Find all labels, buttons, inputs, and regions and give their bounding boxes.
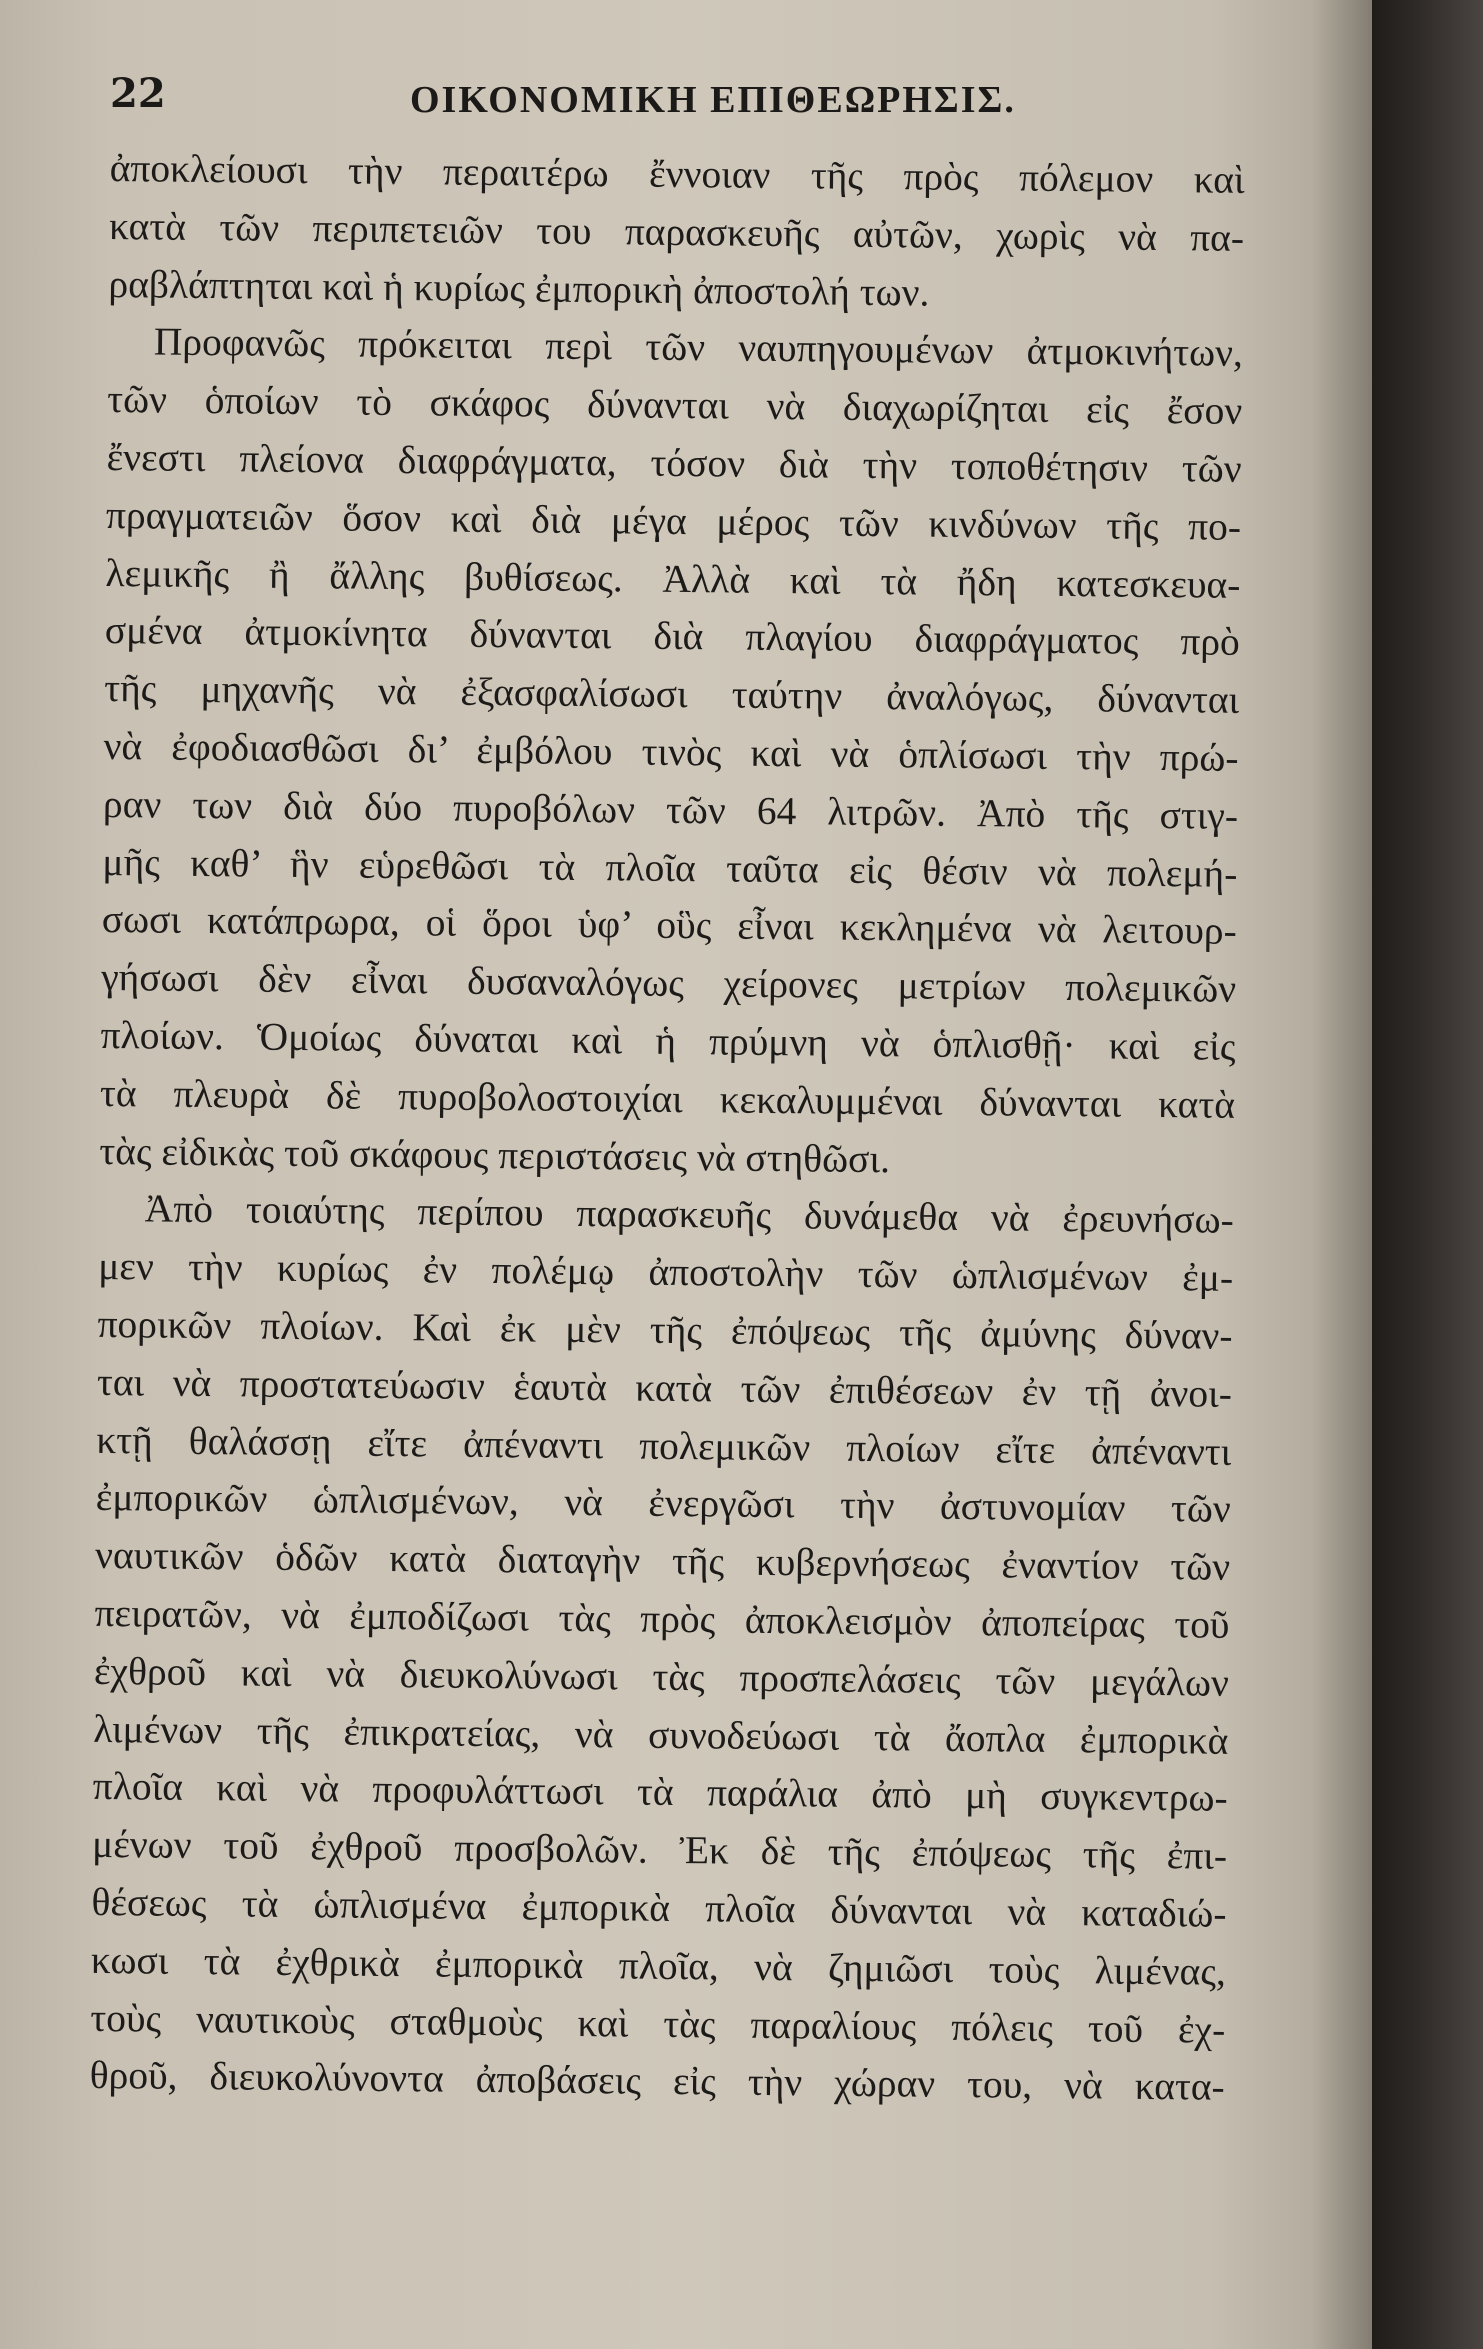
- text-line: τοὺς ναυτικοὺς σταθμοὺς καὶ τὰς παραλίους πόλεις τοῦ ἐχ-: [90, 1995, 1226, 2052]
- body-text: [88, 140, 1245, 2272]
- text-line: πειρατῶν, νὰ ἐμποδίζωσι τὰς πρὸς ἀποκλεισμὸν ἀποπείρας τοῦ: [94, 1590, 1230, 1647]
- text-line: τὰς εἰδικὰς τοῦ σκάφους περιστάσεις νὰ στηθῶσι.: [99, 1128, 891, 1181]
- text-line: ἀποκλείουσι τὴν περαιτέρω ἔννοιαν τῆς πρὸς πόλεμον καὶ: [109, 145, 1245, 202]
- text-line: σμένα ἀτμοκίνητα δύνανται διὰ πλαγίου διαφράγματος πρὸ: [104, 608, 1241, 665]
- page-number: 22: [110, 70, 166, 117]
- text-line: τὰ πλευρὰ δὲ πυροβολοστοιχίαι κεκαλυμμέναι δύνανται κατὰ: [99, 1070, 1236, 1127]
- text-line: κατὰ τῶν περιπετειῶν του παρασκευῆς αὐτῶν, χωρὶς νὰ πα-: [108, 203, 1245, 260]
- text-line: τῆς μηχανῆς νὰ ἐξασφαλίσωσι ταύτην ἀναλόγως, δύνανται: [104, 666, 1240, 723]
- text-line: ἐχθροῦ καὶ νὰ διευκολύνωσι τὰς προσπελάσεις τῶν μεγάλων: [93, 1648, 1230, 1705]
- text-line: μεν τὴν κυρίως ἐν πολέμῳ ἀποστολὴν τῶν ὡπλισμένων ἐμ-: [97, 1244, 1234, 1300]
- text-line: ἔνεστι πλείονα διαφράγματα, τόσον διὰ τὴν τοποθέτησιν τῶν: [106, 434, 1242, 491]
- text-line: πλοῖα καὶ νὰ προφυλάττωσι τὰ παράλια ἀπὸ μὴ συγκεντρω-: [92, 1764, 1228, 1821]
- text-line: πλοίων. Ὁμοίως δύναται καὶ ἡ πρύμνη νὰ ὁπλισθῇ· καὶ εἰς: [100, 1012, 1236, 1069]
- text-line: λιμένων τῆς ἐπικρατείας, νὰ συνοδεύωσι τὰ ἄοπλα ἐμπορικὰ: [93, 1706, 1229, 1763]
- text-line: σωσι κατάπρωρα, οἱ ὅροι ὑφ’ οὓς εἶναι κεκλημένα νὰ λειτουρ-: [101, 897, 1238, 954]
- text-line: λεμικῆς ἢ ἄλλης βυθίσεως. Ἀλλὰ καὶ τὰ ἤδη κατεσκευα-: [105, 550, 1241, 607]
- text-line: ται νὰ προστατεύωσιν ἑαυτὰ κατὰ τῶν ἐπιθέσεων ἐν τῇ ἀνοι-: [96, 1359, 1233, 1416]
- text-line: ραβλάπτηται καὶ ἡ κυρίως ἐμπορικὴ ἀποστολή των.: [108, 261, 930, 315]
- text-line: πορικῶν πλοίων. Καὶ ἐκ μὲν τῆς ἐπόψεως τῆς ἀμύνης δύναν-: [97, 1301, 1233, 1358]
- book-gutter: [1372, 0, 1483, 2349]
- text-line: κωσι τὰ ἐχθρικὰ ἐμπορικὰ πλοῖα, νὰ ζημιῶσι τοὺς λιμένας,: [90, 1937, 1227, 1994]
- text-line: ραν των διὰ δύο πυροβόλων τῶν 64 λιτρῶν. Ἀπὸ τῆς στιγ-: [102, 781, 1239, 838]
- text-line: γήσωσι δὲν εἶναι δυσαναλόγως χείρονες μετρίων πολεμικῶν: [101, 955, 1237, 1011]
- text-line: μένων τοῦ ἐχθροῦ προσβολῶν. Ἐκ δὲ τῆς ἐπόψεως τῆς ἐπι-: [91, 1822, 1228, 1878]
- text-line: ἐμπορικῶν ὡπλισμένων, νὰ ἐνεργῶσι τὴν ἀστυνομίαν τῶν: [95, 1475, 1231, 1532]
- text-line: θέσεως τὰ ὡπλισμένα ἐμπορικὰ πλοῖα δύνανται νὰ καταδιώ-: [91, 1879, 1227, 1936]
- text-line: ναυτικῶν ὁδῶν κατὰ διαταγὴν τῆς κυβερνήσεως ἐναντίον τῶν: [94, 1533, 1231, 1589]
- text-line: νὰ ἐφοδιασθῶσι δι’ ἐμβόλου τινὸς καὶ νὰ ὁπλίσωσι τὴν πρώ-: [103, 723, 1239, 780]
- text-line: Ἀπὸ τοιαύτης περίπου παρασκευῆς δυνάμεθα νὰ ἐρευνήσω-: [144, 1186, 1234, 1243]
- text-line: Προφανῶς πρόκειται περὶ τῶν ναυπηγουμένων ἀτμοκινήτων,: [153, 319, 1244, 376]
- text-line: πραγματειῶν ὅσον καὶ διὰ μέγα μέρος τῶν κινδύνων τῆς πο-: [105, 492, 1242, 549]
- running-head: ΟΙΚΟΝΟΜΙΚΗ ΕΠΙΘΕΩΡΗΣΙΣ.: [410, 79, 1016, 121]
- text-line: θροῦ, διευκολύνοντα ἀποβάσεις εἰς τὴν χώραν του, νὰ κατα-: [89, 2053, 1225, 2110]
- page-header: [110, 70, 1230, 130]
- text-line: κτῇ θαλάσσῃ εἴτε ἀπέναντι πολεμικῶν πλοίων εἴτε ἀπέναντι: [96, 1417, 1232, 1474]
- text-line: μῆς καθ’ ἣν εὑρεθῶσι τὰ πλοῖα ταῦτα εἰς θέσιν νὰ πολεμή-: [102, 839, 1238, 896]
- text-line: τῶν ὁποίων τὸ σκάφος δύνανται νὰ διαχωρίζηται εἰς ἔσον: [107, 377, 1243, 434]
